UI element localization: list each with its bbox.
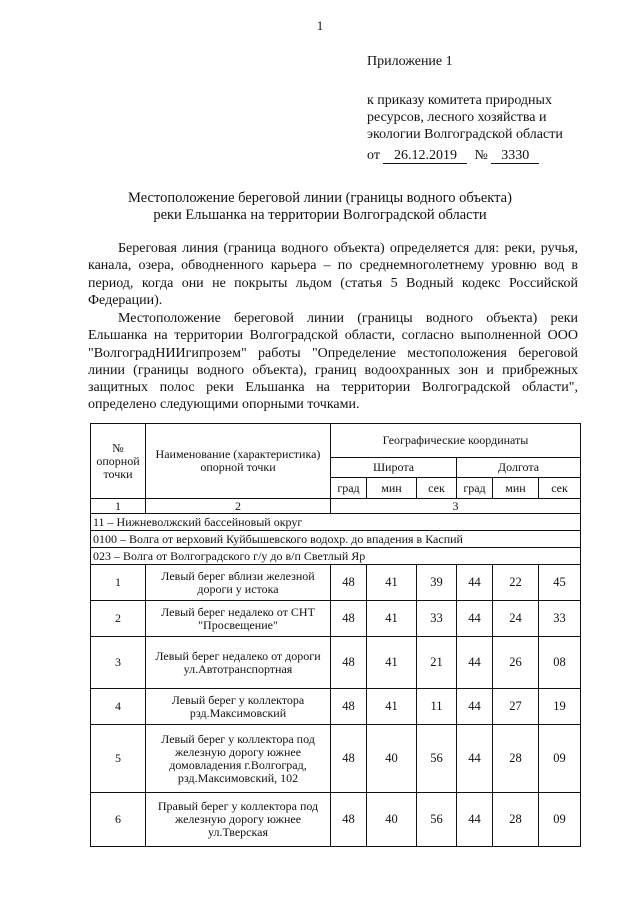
table-row [91, 689, 581, 725]
lon-minutes: 24 [493, 601, 539, 637]
lat-seconds: 56 [417, 725, 457, 793]
table-row [91, 725, 581, 793]
table-row [91, 565, 581, 601]
table-row [91, 601, 581, 637]
header-geo-coordinates: Географические координаты [331, 424, 581, 458]
point-description: Левый берег вблизи железной дороги у истока [146, 565, 331, 601]
lat-degrees: 48 [331, 689, 367, 725]
header-lon-degrees: град [457, 478, 493, 499]
point-number: 6 [91, 793, 146, 847]
order-line: экологии Волгоградской области [367, 127, 563, 142]
lon-seconds: 33 [539, 601, 581, 637]
point-description: Левый берег недалеко от дороги ул.Автотранспортная [146, 637, 331, 689]
header-lat-degrees: град [331, 478, 367, 499]
header-lat-minutes: мин [367, 478, 417, 499]
title-line: реки Ельшанка на территории Волгоградской области [153, 207, 487, 223]
column-number: 3 [331, 499, 581, 514]
column-number: 2 [146, 499, 331, 514]
page-number: 1 [316, 18, 324, 33]
lon-seconds: 08 [539, 637, 581, 689]
lon-minutes: 22 [493, 565, 539, 601]
lon-seconds: 19 [539, 689, 581, 725]
lat-seconds: 33 [417, 601, 457, 637]
lon-minutes: 28 [493, 793, 539, 847]
paragraph-location: Местоположение береговой линии (границы водного объекта) реки Ельшанка на территории Волгоградской области, согласно выполненной ООО "ВолгоградНИИгипрозем" работы "Определение местоположения береговой линии (границы водного объекта), границ водоохранных зон и прибрежных защитных полос реки Ельшанка на территории Волгоградской области", определено следующими опорными точками. [88, 311, 578, 413]
river-basin-row: 0100 – Волга от верховий Куйбышевского водохр. до впадения в Каспий [91, 531, 581, 548]
lon-degrees: 44 [457, 793, 493, 847]
header-lon-minutes: мин [493, 478, 539, 499]
lat-seconds: 56 [417, 793, 457, 847]
header-lat-seconds: сек [417, 478, 457, 499]
document-title [60, 190, 580, 224]
header-point-name: Наименование (характеристика) опорной точки [146, 424, 331, 499]
column-number: 1 [91, 499, 146, 514]
header-lon-seconds: сек [539, 478, 581, 499]
point-description: Правый берег у коллектора под железную дорогу южнее ул.Тверская [146, 793, 331, 847]
header-point-number: № опорной точки [91, 424, 146, 499]
lon-degrees: 44 [457, 689, 493, 725]
lon-degrees: 44 [457, 565, 493, 601]
lon-degrees: 44 [457, 725, 493, 793]
order-date: 26.12.2019 [383, 149, 467, 164]
lat-seconds: 21 [417, 637, 457, 689]
table-row [91, 637, 581, 689]
lat-degrees: 48 [331, 725, 367, 793]
header-longitude: Долгота [457, 458, 581, 478]
number-prefix: № [474, 148, 488, 163]
lat-minutes: 41 [367, 565, 417, 601]
lon-degrees: 44 [457, 601, 493, 637]
lon-degrees: 44 [457, 637, 493, 689]
lon-seconds: 09 [539, 725, 581, 793]
lat-degrees: 48 [331, 601, 367, 637]
basin-district-row: 11 – Нижневолжский бассейновый округ [91, 514, 581, 531]
lat-minutes: 40 [367, 725, 417, 793]
lon-minutes: 28 [493, 725, 539, 793]
order-number: 3330 [491, 149, 539, 164]
header-latitude: Широта [331, 458, 457, 478]
point-number: 4 [91, 689, 146, 725]
paragraph-definition: Береговая линия (граница водного объекта) определяется для: реки, ручья, канала, озера, обводненного карьера – по среднемноголетнему уровню вод в период, когда они не покрыты льдом (статья 5 Водный кодекс Российской Федерации). [88, 241, 578, 308]
point-number: 1 [91, 565, 146, 601]
title-line: Местоположение береговой линии (границы водного объекта) [128, 190, 512, 206]
lat-seconds: 39 [417, 565, 457, 601]
water-section-row: 023 – Волга от Волгоградского г/у до в/п Светлый Яр [91, 548, 581, 565]
lat-minutes: 41 [367, 689, 417, 725]
order-line: к приказу комитета природных [367, 93, 552, 108]
point-description: Левый берег у коллектора рзд.Максимовский [146, 689, 331, 725]
lat-degrees: 48 [331, 565, 367, 601]
point-description: Левый берег у коллектора под железную дорогу южнее домовладения г.Волгоград, рзд.Максимовский, 102 [146, 725, 331, 793]
lat-minutes: 41 [367, 637, 417, 689]
lat-degrees: 48 [331, 637, 367, 689]
point-number: 3 [91, 637, 146, 689]
point-number: 5 [91, 725, 146, 793]
lon-seconds: 09 [539, 793, 581, 847]
appendix-label: Приложение 1 [367, 54, 453, 69]
lat-seconds: 11 [417, 689, 457, 725]
order-line: ресурсов, лесного хозяйства и [367, 110, 547, 125]
lon-minutes: 27 [493, 689, 539, 725]
point-number: 2 [91, 601, 146, 637]
date-prefix: от [367, 148, 380, 163]
order-date-line [367, 148, 539, 164]
lat-minutes: 40 [367, 793, 417, 847]
lat-minutes: 41 [367, 601, 417, 637]
order-reference [367, 92, 627, 143]
point-description: Левый берег недалеко от СНТ "Просвещение" [146, 601, 331, 637]
lat-degrees: 48 [331, 793, 367, 847]
coordinates-table [90, 423, 581, 847]
lon-minutes: 26 [493, 637, 539, 689]
table-row [91, 793, 581, 847]
lon-seconds: 45 [539, 565, 581, 601]
